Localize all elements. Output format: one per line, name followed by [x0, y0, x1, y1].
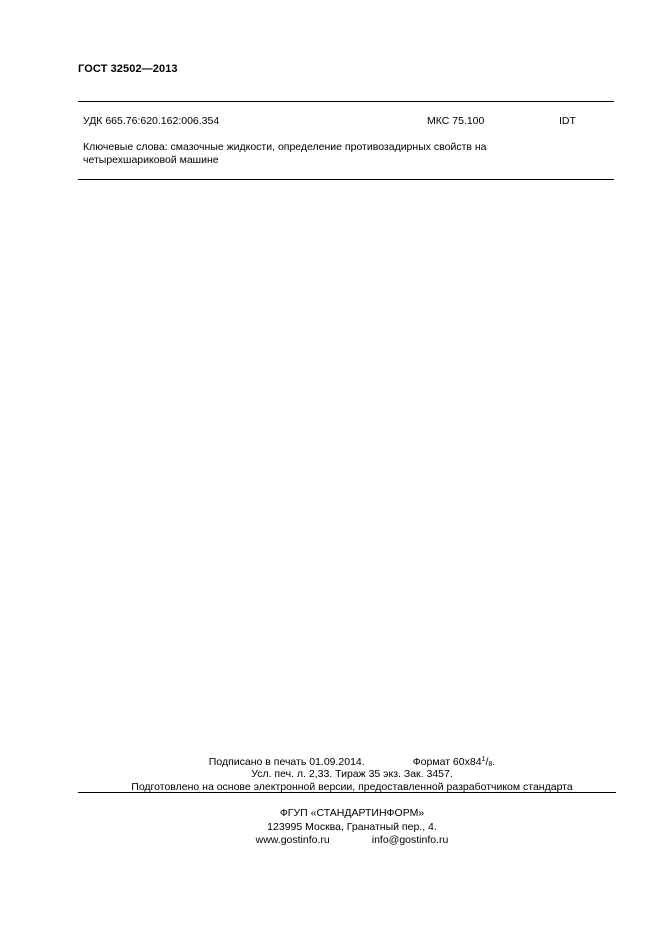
keywords-divider — [78, 179, 614, 180]
publisher-contacts — [78, 833, 626, 847]
imprint-divider — [78, 792, 616, 793]
udk-code: УДК 665.76:620.162:006.354 — [83, 115, 220, 127]
top-divider — [78, 101, 614, 102]
signed-date: Подписано в печать 01.09.2014. — [208, 756, 365, 768]
document-code: ГОСТ 32502—2013 — [78, 63, 178, 75]
publisher-website-link[interactable]: www.gostinfo.ru — [255, 834, 330, 846]
publisher-address: 123995 Москва, Гранатный пер., 4. — [267, 821, 437, 833]
publisher-name: ФГУП «СТАНДАРТИНФОРМ» — [279, 807, 425, 819]
keywords-text: Ключевые слова: смазочные жидкости, определение противозадирных свойств на четырехшариковой машине — [83, 141, 487, 166]
imprint-prepared-line: Подготовлено на основе электронной версии, предоставленной разработчиком стандарта — [131, 781, 573, 793]
publisher-email-link[interactable]: info@gostinfo.ru — [371, 834, 449, 846]
mks-code: МКС 75.100 — [427, 115, 485, 127]
paper-format: Формат $60x84^1/_8$. — [412, 756, 496, 768]
imprint-sheets-line: Усл. печ. л. 2,33. Тираж 35 экз. Зак. 3457. — [251, 768, 453, 780]
equivalence-degree: IDT — [559, 115, 576, 127]
